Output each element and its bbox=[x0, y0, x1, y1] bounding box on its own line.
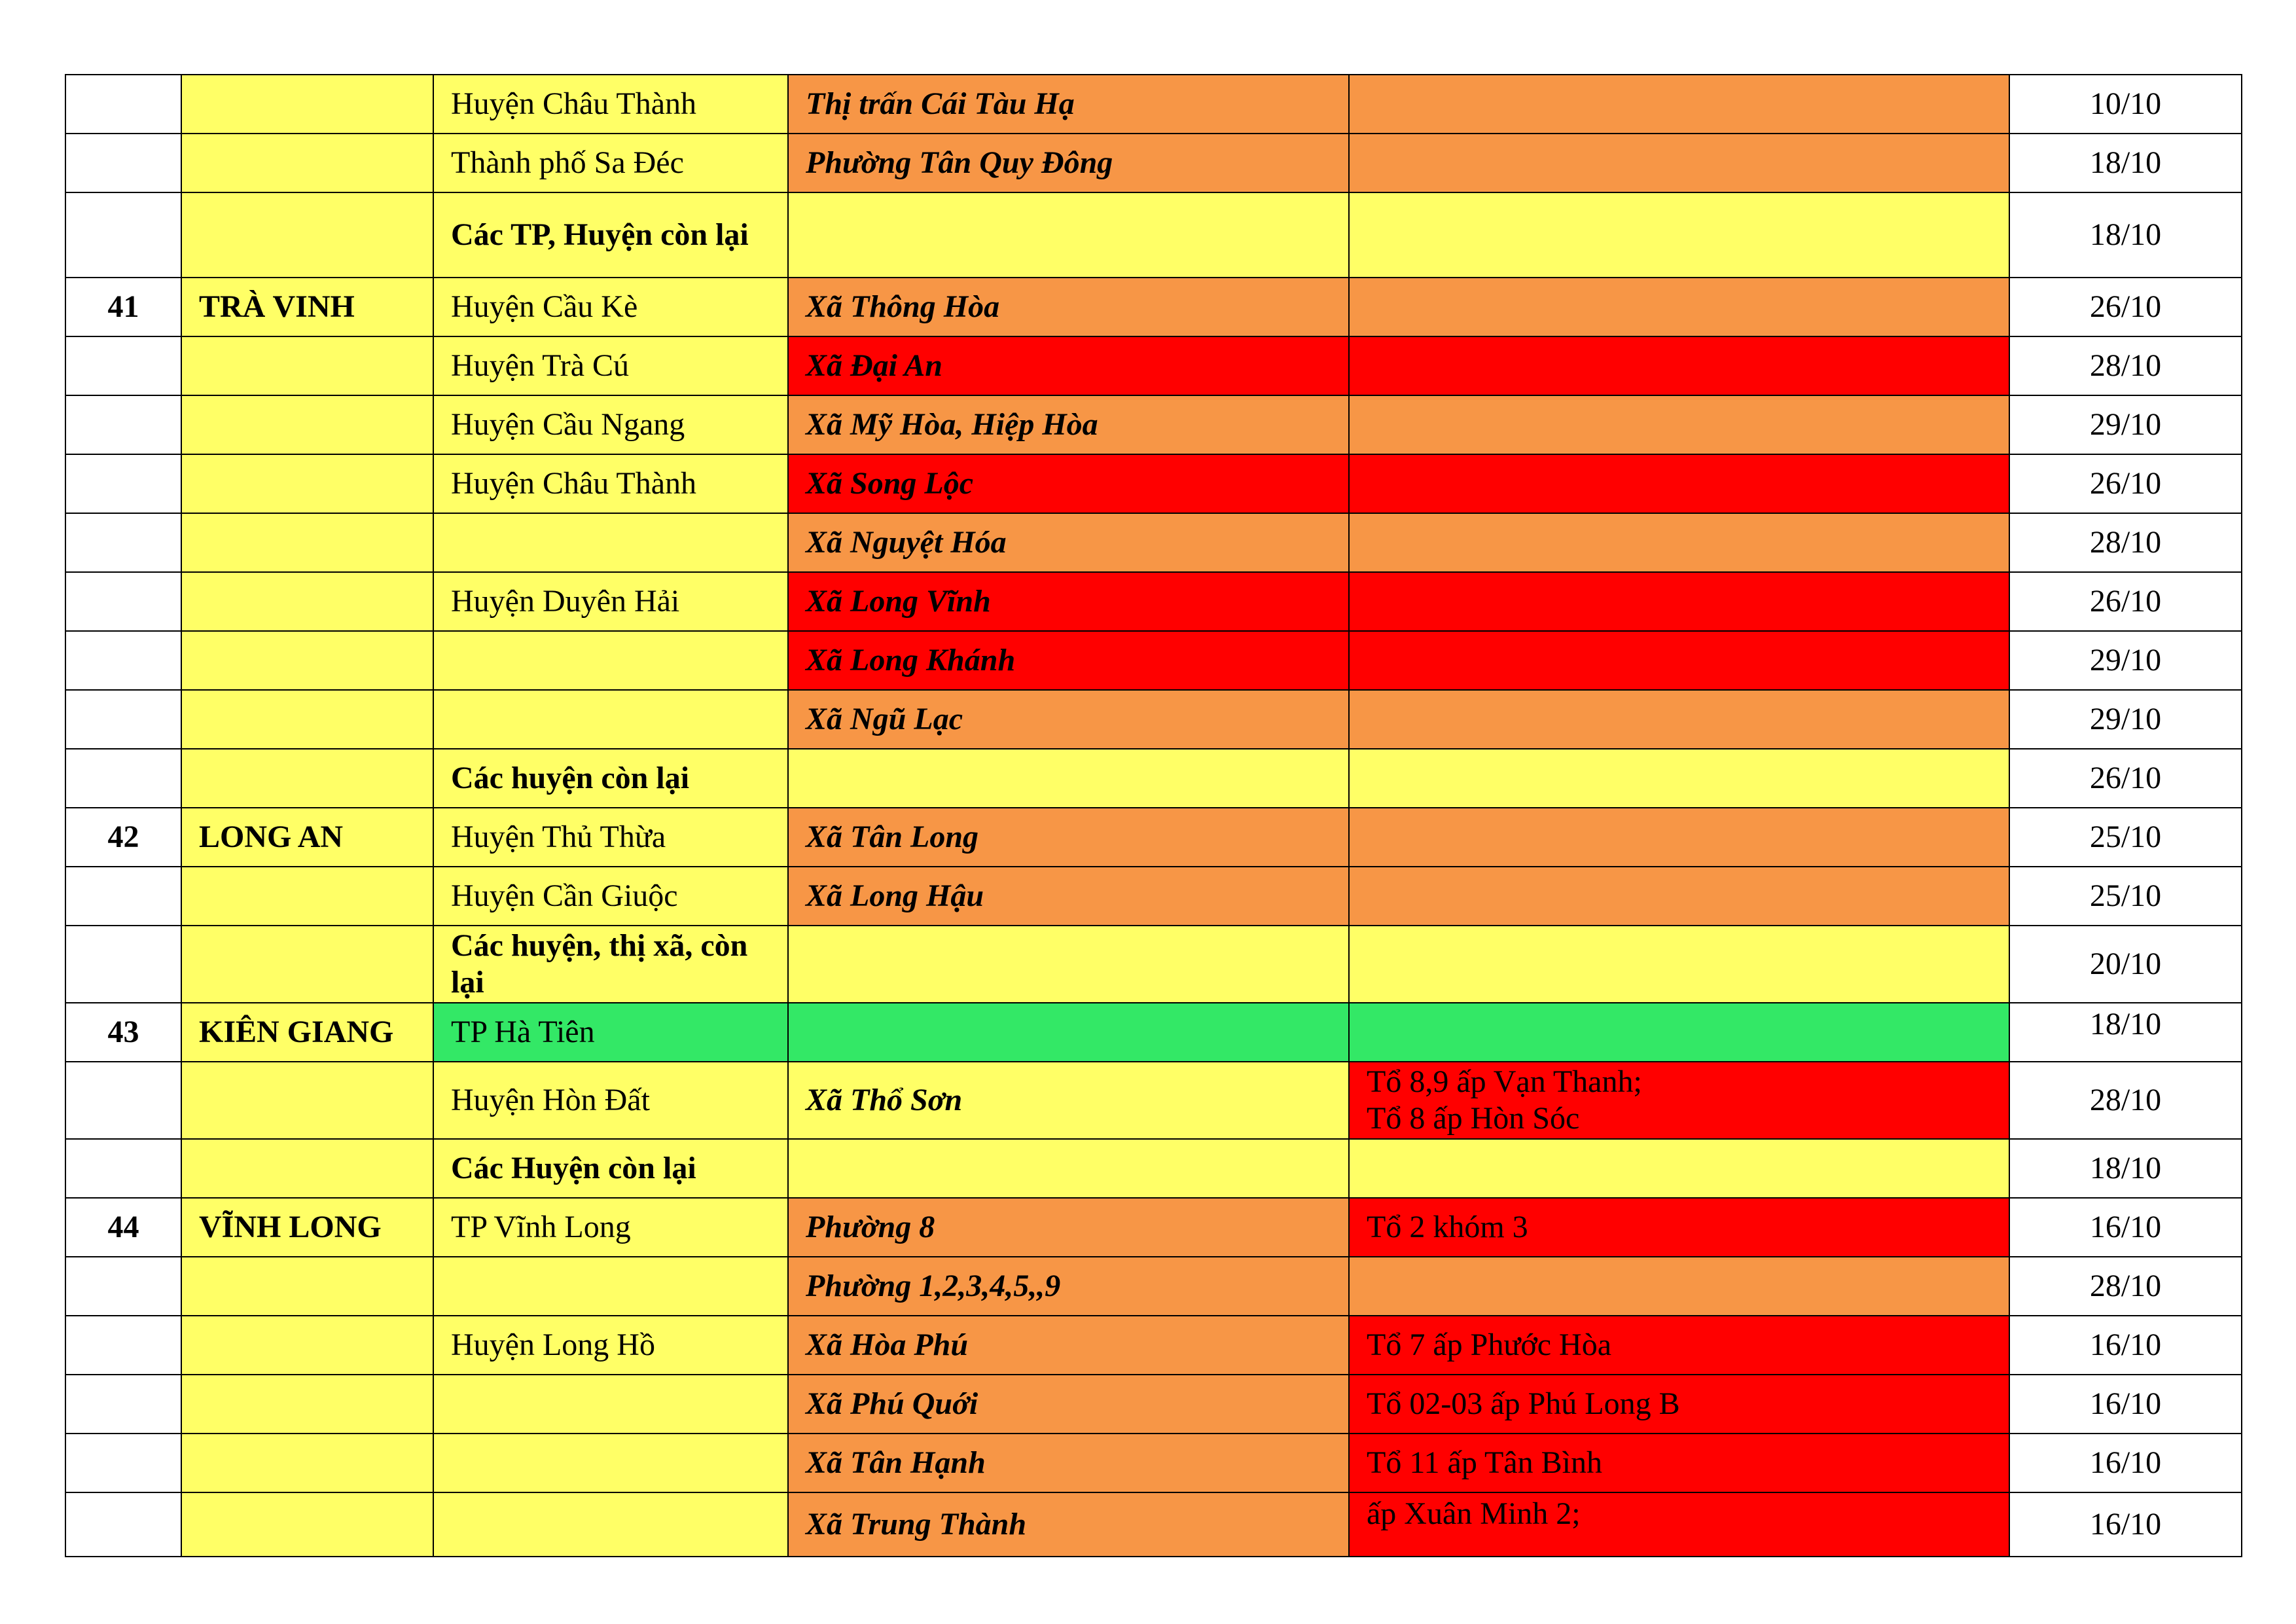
province-cell bbox=[181, 1257, 433, 1316]
stt-cell bbox=[65, 631, 181, 690]
stt-cell bbox=[65, 749, 181, 808]
province-cell bbox=[181, 192, 433, 278]
date-cell: 10/10 bbox=[2009, 75, 2242, 134]
table-row bbox=[65, 867, 2242, 926]
province-cell bbox=[181, 75, 433, 134]
commune-cell: Xã Phú Quới bbox=[788, 1375, 1349, 1434]
detail-line: Tổ 8,9 ấp Vạn Thanh; bbox=[1367, 1064, 1642, 1099]
detail-cell bbox=[1349, 278, 2009, 336]
stt-cell bbox=[65, 513, 181, 572]
stt-cell bbox=[65, 572, 181, 631]
detail-cell bbox=[1349, 1139, 2009, 1198]
stt-cell bbox=[65, 395, 181, 454]
commune-cell: Phường 1,2,3,4,5,,9 bbox=[788, 1257, 1349, 1316]
stt-cell bbox=[65, 134, 181, 192]
stt-cell bbox=[65, 926, 181, 1003]
stt-cell bbox=[65, 690, 181, 749]
detail-cell bbox=[1349, 572, 2009, 631]
commune-cell: Phường Tân Quy Đông bbox=[788, 134, 1349, 192]
date-cell: 18/10 bbox=[2009, 1003, 2242, 1062]
table-row bbox=[65, 1139, 2242, 1198]
commune-cell bbox=[788, 749, 1349, 808]
detail-line: Tổ 8 ấp Hòn Sóc bbox=[1367, 1101, 1580, 1136]
district-cell bbox=[433, 513, 788, 572]
date-cell: 26/10 bbox=[2009, 749, 2242, 808]
commune-cell: Xã Mỹ Hòa, Hiệp Hòa bbox=[788, 395, 1349, 454]
commune-cell: Xã Thổ Sơn bbox=[788, 1062, 1349, 1139]
date-cell: 16/10 bbox=[2009, 1492, 2242, 1557]
stt-cell bbox=[65, 1062, 181, 1139]
commune-cell: Xã Long Vĩnh bbox=[788, 572, 1349, 631]
detail-cell bbox=[1349, 134, 2009, 192]
date-cell: 28/10 bbox=[2009, 1257, 2242, 1316]
detail-line: ấp Xuân Minh 2; bbox=[1367, 1496, 1581, 1531]
district-cell: Huyện Thủ Thừa bbox=[433, 808, 788, 867]
date-cell: 29/10 bbox=[2009, 631, 2242, 690]
district-cell: Các Huyện còn lại bbox=[433, 1139, 788, 1198]
commune-cell: Xã Ngũ Lạc bbox=[788, 690, 1349, 749]
stt-cell bbox=[65, 454, 181, 513]
commune-cell: Xã Long Hậu bbox=[788, 867, 1349, 926]
province-cell bbox=[181, 395, 433, 454]
district-cell: Huyện Cầu Ngang bbox=[433, 395, 788, 454]
district-cell bbox=[433, 1375, 788, 1434]
table-row bbox=[65, 1492, 2242, 1557]
province-cell bbox=[181, 572, 433, 631]
detail-cell bbox=[1349, 1492, 2009, 1557]
detail-cell bbox=[1349, 690, 2009, 749]
date-cell: 28/10 bbox=[2009, 513, 2242, 572]
commune-cell: Xã Thông Hòa bbox=[788, 278, 1349, 336]
detail-line: Tổ 02-03 ấp Phú Long B bbox=[1367, 1386, 1680, 1421]
table-row bbox=[65, 808, 2242, 867]
date-cell: 18/10 bbox=[2009, 1139, 2242, 1198]
commune-cell: Xã Long Khánh bbox=[788, 631, 1349, 690]
table-row bbox=[65, 1375, 2242, 1434]
date-cell: 16/10 bbox=[2009, 1316, 2242, 1375]
table-row bbox=[65, 749, 2242, 808]
province-cell bbox=[181, 1375, 433, 1434]
province-cell: KIÊN GIANG bbox=[181, 1003, 433, 1062]
detail-cell bbox=[1349, 749, 2009, 808]
table-row bbox=[65, 1003, 2242, 1062]
province-cell bbox=[181, 336, 433, 395]
stt-cell bbox=[65, 192, 181, 278]
date-cell: 25/10 bbox=[2009, 808, 2242, 867]
district-cell: Huyện Châu Thành bbox=[433, 454, 788, 513]
date-cell: 18/10 bbox=[2009, 192, 2242, 278]
date-cell: 28/10 bbox=[2009, 336, 2242, 395]
district-cell: Huyện Duyên Hải bbox=[433, 572, 788, 631]
detail-cell bbox=[1349, 1434, 2009, 1492]
detail-line: Tổ 7 ấp Phước Hòa bbox=[1367, 1327, 1611, 1362]
detail-cell bbox=[1349, 75, 2009, 134]
date-cell: 26/10 bbox=[2009, 454, 2242, 513]
covid-level-table bbox=[65, 74, 2242, 1557]
commune-cell: Xã Tân Long bbox=[788, 808, 1349, 867]
date-cell: 16/10 bbox=[2009, 1434, 2242, 1492]
commune-cell bbox=[788, 926, 1349, 1003]
date-cell: 29/10 bbox=[2009, 690, 2242, 749]
date-cell: 16/10 bbox=[2009, 1375, 2242, 1434]
stt-cell bbox=[65, 1316, 181, 1375]
province-cell bbox=[181, 1492, 433, 1557]
district-cell: Thành phố Sa Đéc bbox=[433, 134, 788, 192]
province-cell bbox=[181, 926, 433, 1003]
district-cell: Các huyện còn lại bbox=[433, 749, 788, 808]
date-cell: 26/10 bbox=[2009, 278, 2242, 336]
district-cell bbox=[433, 1257, 788, 1316]
commune-cell: Phường 8 bbox=[788, 1198, 1349, 1257]
detail-cell bbox=[1349, 1257, 2009, 1316]
commune-cell: Thị trấn Cái Tàu Hạ bbox=[788, 75, 1349, 134]
detail-cell bbox=[1349, 513, 2009, 572]
stt-cell: 42 bbox=[65, 808, 181, 867]
province-cell: LONG AN bbox=[181, 808, 433, 867]
detail-cell bbox=[1349, 631, 2009, 690]
table-row bbox=[65, 1198, 2242, 1257]
district-cell bbox=[433, 690, 788, 749]
date-cell: 26/10 bbox=[2009, 572, 2242, 631]
district-cell: TP Hà Tiên bbox=[433, 1003, 788, 1062]
date-cell: 25/10 bbox=[2009, 867, 2242, 926]
province-cell: TRÀ VINH bbox=[181, 278, 433, 336]
detail-cell bbox=[1349, 336, 2009, 395]
detail-cell bbox=[1349, 395, 2009, 454]
province-cell bbox=[181, 1434, 433, 1492]
commune-cell: Xã Nguyệt Hóa bbox=[788, 513, 1349, 572]
province-cell bbox=[181, 1062, 433, 1139]
province-cell bbox=[181, 513, 433, 572]
table-row bbox=[65, 513, 2242, 572]
stt-cell: 41 bbox=[65, 278, 181, 336]
table-row bbox=[65, 926, 2242, 1003]
table-row bbox=[65, 1257, 2242, 1316]
province-cell: VĨNH LONG bbox=[181, 1198, 433, 1257]
date-cell: 16/10 bbox=[2009, 1198, 2242, 1257]
district-cell: Huyện Trà Cú bbox=[433, 336, 788, 395]
district-cell: Các huyện, thị xã, còn lại bbox=[433, 926, 788, 1003]
stt-cell: 44 bbox=[65, 1198, 181, 1257]
stt-cell bbox=[65, 1257, 181, 1316]
detail-cell bbox=[1349, 1198, 2009, 1257]
table-row bbox=[65, 1434, 2242, 1492]
province-cell bbox=[181, 454, 433, 513]
table-row bbox=[65, 690, 2242, 749]
table-row bbox=[65, 278, 2242, 336]
table-row bbox=[65, 1316, 2242, 1375]
table-row bbox=[65, 454, 2242, 513]
stt-cell bbox=[65, 336, 181, 395]
table-row bbox=[65, 134, 2242, 192]
stt-cell bbox=[65, 1375, 181, 1434]
detail-cell bbox=[1349, 454, 2009, 513]
province-cell bbox=[181, 134, 433, 192]
province-cell bbox=[181, 867, 433, 926]
stt-cell bbox=[65, 1434, 181, 1492]
detail-cell bbox=[1349, 192, 2009, 278]
province-cell bbox=[181, 631, 433, 690]
detail-cell bbox=[1349, 1316, 2009, 1375]
commune-cell bbox=[788, 1139, 1349, 1198]
table-row bbox=[65, 572, 2242, 631]
table-row bbox=[65, 75, 2242, 134]
commune-cell bbox=[788, 1003, 1349, 1062]
district-cell bbox=[433, 631, 788, 690]
commune-cell: Xã Đại An bbox=[788, 336, 1349, 395]
detail-line: Tổ 2 khóm 3 bbox=[1367, 1210, 1528, 1244]
table-body bbox=[65, 75, 2242, 1557]
district-cell: Huyện Hòn Đất bbox=[433, 1062, 788, 1139]
date-cell: 20/10 bbox=[2009, 926, 2242, 1003]
table-row bbox=[65, 631, 2242, 690]
detail-cell bbox=[1349, 808, 2009, 867]
commune-cell: Xã Trung Thành bbox=[788, 1492, 1349, 1557]
detail-cell bbox=[1349, 867, 2009, 926]
detail-cell bbox=[1349, 926, 2009, 1003]
commune-cell bbox=[788, 192, 1349, 278]
commune-cell: Xã Tân Hạnh bbox=[788, 1434, 1349, 1492]
commune-cell: Xã Song Lộc bbox=[788, 454, 1349, 513]
province-cell bbox=[181, 690, 433, 749]
table-row bbox=[65, 1062, 2242, 1139]
province-cell bbox=[181, 1139, 433, 1198]
district-cell bbox=[433, 1434, 788, 1492]
detail-line: Tổ 11 ấp Tân Bình bbox=[1367, 1445, 1602, 1480]
district-cell: Huyện Long Hồ bbox=[433, 1316, 788, 1375]
commune-cell: Xã Hòa Phú bbox=[788, 1316, 1349, 1375]
district-cell bbox=[433, 1492, 788, 1557]
stt-cell bbox=[65, 867, 181, 926]
stt-cell bbox=[65, 1139, 181, 1198]
district-cell: TP Vĩnh Long bbox=[433, 1198, 788, 1257]
detail-cell bbox=[1349, 1375, 2009, 1434]
province-cell bbox=[181, 1316, 433, 1375]
date-cell: 29/10 bbox=[2009, 395, 2242, 454]
date-cell: 18/10 bbox=[2009, 134, 2242, 192]
detail-cell bbox=[1349, 1062, 2009, 1139]
table-row bbox=[65, 192, 2242, 278]
table-row bbox=[65, 395, 2242, 454]
table-row bbox=[65, 336, 2242, 395]
stt-cell bbox=[65, 75, 181, 134]
stt-cell: 43 bbox=[65, 1003, 181, 1062]
province-cell bbox=[181, 749, 433, 808]
district-cell: Các TP, Huyện còn lại bbox=[433, 192, 788, 278]
stt-cell bbox=[65, 1492, 181, 1557]
district-cell: Huyện Châu Thành bbox=[433, 75, 788, 134]
detail-cell bbox=[1349, 1003, 2009, 1062]
date-cell: 28/10 bbox=[2009, 1062, 2242, 1139]
district-cell: Huyện Cần Giuộc bbox=[433, 867, 788, 926]
district-cell: Huyện Cầu Kè bbox=[433, 278, 788, 336]
